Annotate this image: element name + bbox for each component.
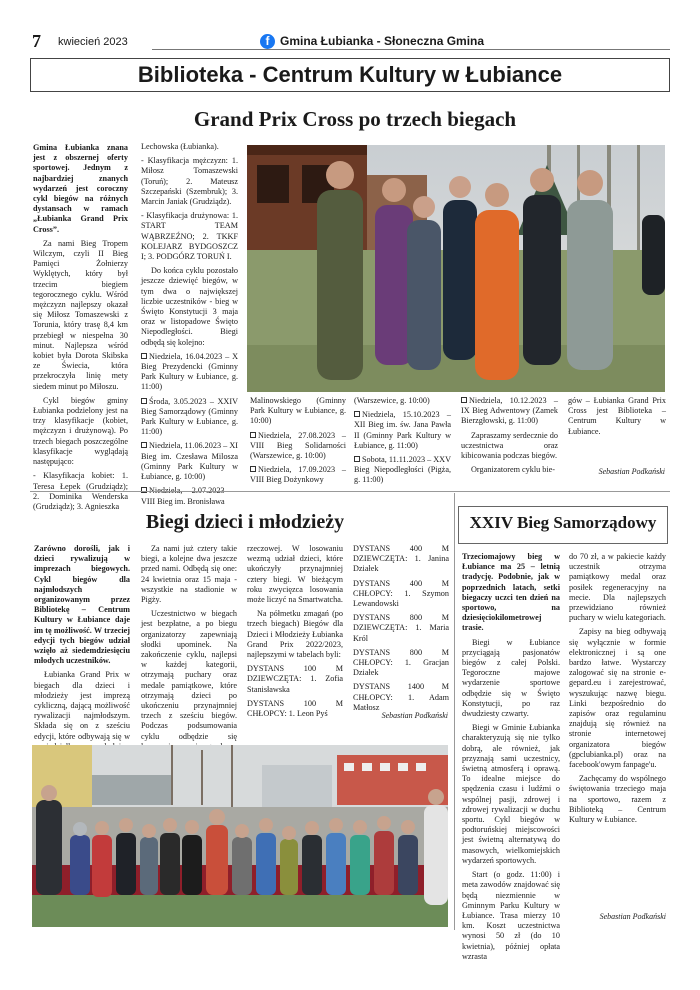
article3-signature: Sebastian Podkański <box>599 912 666 921</box>
paragraph: gów – Łubianka Grand Prix Cross jest Biblioteka – Centrum Kultury w Łubiance. <box>568 396 666 436</box>
paragraph: DYSTANS 100 M CHŁOPCY: 1. Leon Pyś <box>247 698 343 719</box>
paragraph: Zarówno dorośli, jak i dzieci rywalizują w imprezach biegowych. Cykl biegów dla najmłodszych organizowanym przez Bibliotekę – Centrum Kultury w Łubiance daje im tę możliwość. W trzeciej edycji tych biegów udział wzięło aż siedemdziesięciu młodych uczestników. <box>34 544 130 666</box>
paragraph: Organizatorem cyklu bie- <box>471 465 555 475</box>
page-number: 7 <box>32 31 41 51</box>
article1-column-6 <box>568 396 666 441</box>
checkbox-bullet-icon <box>354 411 360 417</box>
paragraph: Start (o godz. 11:00) i meta zawodów znajdować się będą niezmiennie w Gminnym Parku Kultury w Łubiance. Trasa mierzy 10 km. Koszt uczestnictwa wynosi 50 zł (do 10 kwietnia), później opłata wzrasta <box>462 870 560 961</box>
checkbox-bullet-icon <box>141 442 147 448</box>
article2-column-1 <box>34 544 130 756</box>
brand <box>260 33 484 49</box>
paragraph: Biegi w Gminie Łubianka charakteryzują się nie tylko dobrą, ale również, jak przyznają sami uczestnicy, świetną atmosferą i oprawą. To idealne miejsce do spędzenia czasu i ludźmi o wspólnej pasji, zdrowej i zdrowej rywalizacji w duchu sportu. Cykl biegów w podtoruńskiej miejscowości jest świetną alternatywą do masowych, wielkomiejskich wydarzeń sportowych. <box>462 723 560 865</box>
section-divider <box>30 491 670 492</box>
article-title-grand-prix: Grand Prix Cross po trzech biegach <box>193 107 517 131</box>
paragraph: Lechowska (Łubianka). <box>141 142 219 151</box>
paragraph: Do końca cyklu pozostało jeszcze dziewięć biegów, w tym dwa o największej liczbie uczestników - bieg w Święto Konstytucji 3 maja oraz w listopadowe Święto Niepodległości. Biegi odbędą się kolejno: <box>141 266 238 347</box>
paragraph: DYSTANS 800 M DZIEWCZĘTA: 1. Maria Król <box>353 613 449 643</box>
facebook-icon: f <box>260 34 275 49</box>
paragraph: DYSTANS 400 M DZIEWCZĘTA: 1. Janina Działek <box>353 544 449 574</box>
article2-column-2 <box>141 544 237 756</box>
paragraph: rzeczowej. W losowaniu wezmą udział dzieci, które ukończyły przynajmniej cztery biegi. W bieżącym roku zwycięzca losowania może liczyć na Smartwatcha. <box>247 544 343 605</box>
paragraph: - Klasyfikacja mężczyzn: 1. Miłosz Tomaszewski (Toruń); 2. Mateusz Szczepański (Szembruk); 3. Marcin Janiak (Grudziądz). <box>141 156 238 207</box>
article2-column-4 <box>353 544 449 717</box>
brand-name: Gmina Łubianka - Słoneczna Gmina <box>280 34 485 48</box>
paragraph: Zapisy na bieg odbywają się wyłącznie w formie elektronicznej i są one bardzo łatwe. Wystarczy zalogować się na stronie e-gepard.eu i zarejestrować, wyszukując nazwę biegu. Linki bezpośrednio do zapisów oraz regulaminu znajdują się również na stronie internetowej organizatora biegów (gpclubianka.pl) oraz na facebook'owym fanpage'u. <box>569 627 666 770</box>
paragraph: Niedziela, 16.04.2023 – X Bieg Prezydencki (Gminny Park Kultury w Łubiance, g. 11:00) <box>141 351 238 392</box>
paragraph: Malinowskiego (Gminny Park Kultury w Łubiance, g. 10:00) <box>250 396 346 426</box>
article2-signature: Sebastian Podkański <box>381 711 448 720</box>
checkbox-bullet-icon <box>141 353 147 359</box>
paragraph: Łubianka Grand Prix w biegach dla dzieci i młodzieży jest imprezą cykliczną, dającą możliwość rywalizacji najmłodszym. Składa się on z sześciu edycji, które odbywają się w <box>34 670 130 741</box>
paragraph: Za nami już cztery takie biegi, a kolejne dwa jeszcze przed nami. Odbędą się one: 24 kwietnia oraz 15 maja - wszystkie na stadionie w Pigży. <box>141 544 237 605</box>
runners-group-photo <box>247 145 665 392</box>
paragraph: Niedziela, 2.07.2023 – VIII Bieg im. Bronisława <box>141 486 238 506</box>
paragraph: Niedziela, 10.12.2023 – IX Bieg Adwentowy (Zamek Bierzgłowski, g. 11:00) <box>461 396 558 426</box>
article-title-kids-runs: Biegi dzieci i młodzieży <box>145 511 345 533</box>
paragraph: Gmina Łubianka znana jest z obszernej oferty sportowej. Jednym z najbardziej znanych wydarzeń jest coroczny cykl biegów na różnych dystansach w ramach „Łubianka Grand Prix Cross”. <box>33 143 128 234</box>
article1-column-2 <box>141 142 238 511</box>
paragraph: do 70 zł, a w pakiecie każdy uczestnik otrzyma pamiątkowy medal oraz posiłek regeneracyjny na mecie. Dla najlepszych przewidziano również puchary w wielu kategoriach. <box>569 552 666 623</box>
paragraph: Trzeciomajowy bieg w Łubiance ma 25 – letnią tradycję. Podobnie, jak w poprzednich latach, setki biegaczy uczci ten dzień na sportowo, na dziesięciokilometrowej trasie. <box>462 552 560 633</box>
column-divider <box>454 493 455 930</box>
checkbox-bullet-icon <box>250 466 256 472</box>
paragraph: Na półmetku zmagań (po trzech biegach) Biegów dla Dzieci i Młodzieży Łubianka Grand Prix 2022/2023, najlepszymi w tabelach byli: <box>247 609 343 660</box>
article1-column-3 <box>250 396 346 490</box>
issue-date: kwiecień 2023 <box>58 36 128 48</box>
article1-column-1 <box>33 143 128 516</box>
paragraph: DYSTANS 800 M CHŁOPCY: 1. Gracjan Działek <box>353 647 449 678</box>
paragraph: Sobota, 11.11.2023 – XXV Bieg Niepodległości (Pigża, g. 11:00) <box>354 455 451 485</box>
article2-column-3 <box>247 544 343 723</box>
paragraph: (Warszewice, g. 10:00) <box>354 396 430 405</box>
paragraph: Zapraszamy serdecznie do uczestnictwa oraz kibicowania podczas biegów. <box>461 430 558 461</box>
paragraph: DYSTANS 100 M DZIEWCZĘTA: 1. Zofia Stanisławska <box>247 664 343 694</box>
paragraph: Niedziela, 15.10.2023 – XII Bieg im. św. Jana Pawła II (Gminny Park Kultury w Łubiance, g. 11:00) <box>354 410 451 450</box>
checkbox-bullet-icon <box>354 456 360 462</box>
article-title-samorzadowy: XXIV Bieg Samorządowy <box>469 513 657 532</box>
kids-runners-photo <box>32 745 448 927</box>
paragraph: Uczestnictwo w biegach jest bezpłatne, a po biegu organizatorzy zapewniają słodki upominek. Na zakończenie cyklu, najlepsi w każdej kategorii, otrzymają puchary oraz medale pamiątkowe, które otrzymają dzieci po ukończeniu przynajmniej trzech z sześciu biegów. Podczas podsumowania cyklu odbędzie się <box>141 609 237 741</box>
paragraph: Zachęcamy do wspólnego świętowania trzeciego maja na sportowo, razem z Biblioteką – Centrum Kultury w Łubiance. <box>569 774 666 825</box>
paragraph: - Klasyfikacja drużynowa: 1. START TEAM WĄBRZEŹNO; 2. TKKF KOLEJARZ BYDGOSZCZ I; 3. PODGÓRZ TORUŃ I. <box>141 211 238 262</box>
article1-column-5 <box>461 396 558 479</box>
paragraph: Cykl biegów gminy Łubianka podzielony jest na trzy klasyfikacje (kobiet, mężczyzn i drużynową). Po trzech biegach poszczególne klasyfikacje wyglądają następująco: <box>33 395 128 467</box>
page-header <box>32 30 670 52</box>
section-banner: Biblioteka - Centrum Kultury w Łubiance <box>30 58 670 92</box>
paragraph: DYSTANS 1400 M CHŁOPCY: 1. Adam Matłosz <box>353 682 449 712</box>
paragraph: Za nami Bieg Tropem Wilczym, czyli II Bieg Pamięci Żołnierzy Wyklętych, który był trzecim biegiem tegorocznego cyklu. Wśród mężczyzn najlepszy okazał się Miłosz Tomaszewski z Torunia, który trasę 8,4 km przebiegł w niespełna 30 minut. Najlepsza wśród kobiet była Dorota Skibska ze Świecia, która przekroczyła linię mety siedem minut po Miłoszu. <box>33 238 128 391</box>
checkbox-bullet-icon <box>250 432 256 438</box>
article1-signature: Sebastian Podkański <box>598 467 665 476</box>
checkbox-bullet-icon <box>141 398 147 404</box>
paragraph: Niedziela, 11.06.2023 – XI Bieg im. Czesława Milosza (Gminny Park Kultury w Łubiance, g. 10:00) <box>141 441 238 482</box>
paragraph: Biegi w Łubiance przyciągają pasjonatów biegów z całej Polski. Tegoroczne majowe wydarzenie sportowe odbędzie się w Święto Konstytucji, po raz dwudziesty czwarty. <box>462 637 560 719</box>
header-rule <box>152 49 670 50</box>
paragraph: Środa, 3.05.2023 – XXIV Bieg Samorządowy (Gminny Park Kultury w Łubiance, g. 11:00) <box>141 396 238 437</box>
paragraph: - Klasyfikacja kobiet: 1. Teresa Łepek (Grudziądz); 2. Dominika Wenderska (Grudziądz); 3. Agnieszka <box>33 471 128 511</box>
article3-column-2 <box>569 552 666 829</box>
paragraph: Niedziela, 27.08.2023 – VIII Bieg Solidarności (Warszewice, g. 10:00) <box>250 430 346 461</box>
paragraph: Niedziela, 17.09.2023 – VIII Bieg Dożynkowy <box>250 465 346 485</box>
paragraph: DYSTANS 400 M CHŁOPCY: 1. Szymon Lewandowski <box>353 578 449 609</box>
article1-column-4 <box>354 396 451 490</box>
article3-column-1 <box>462 552 560 966</box>
checkbox-bullet-icon <box>461 397 467 403</box>
